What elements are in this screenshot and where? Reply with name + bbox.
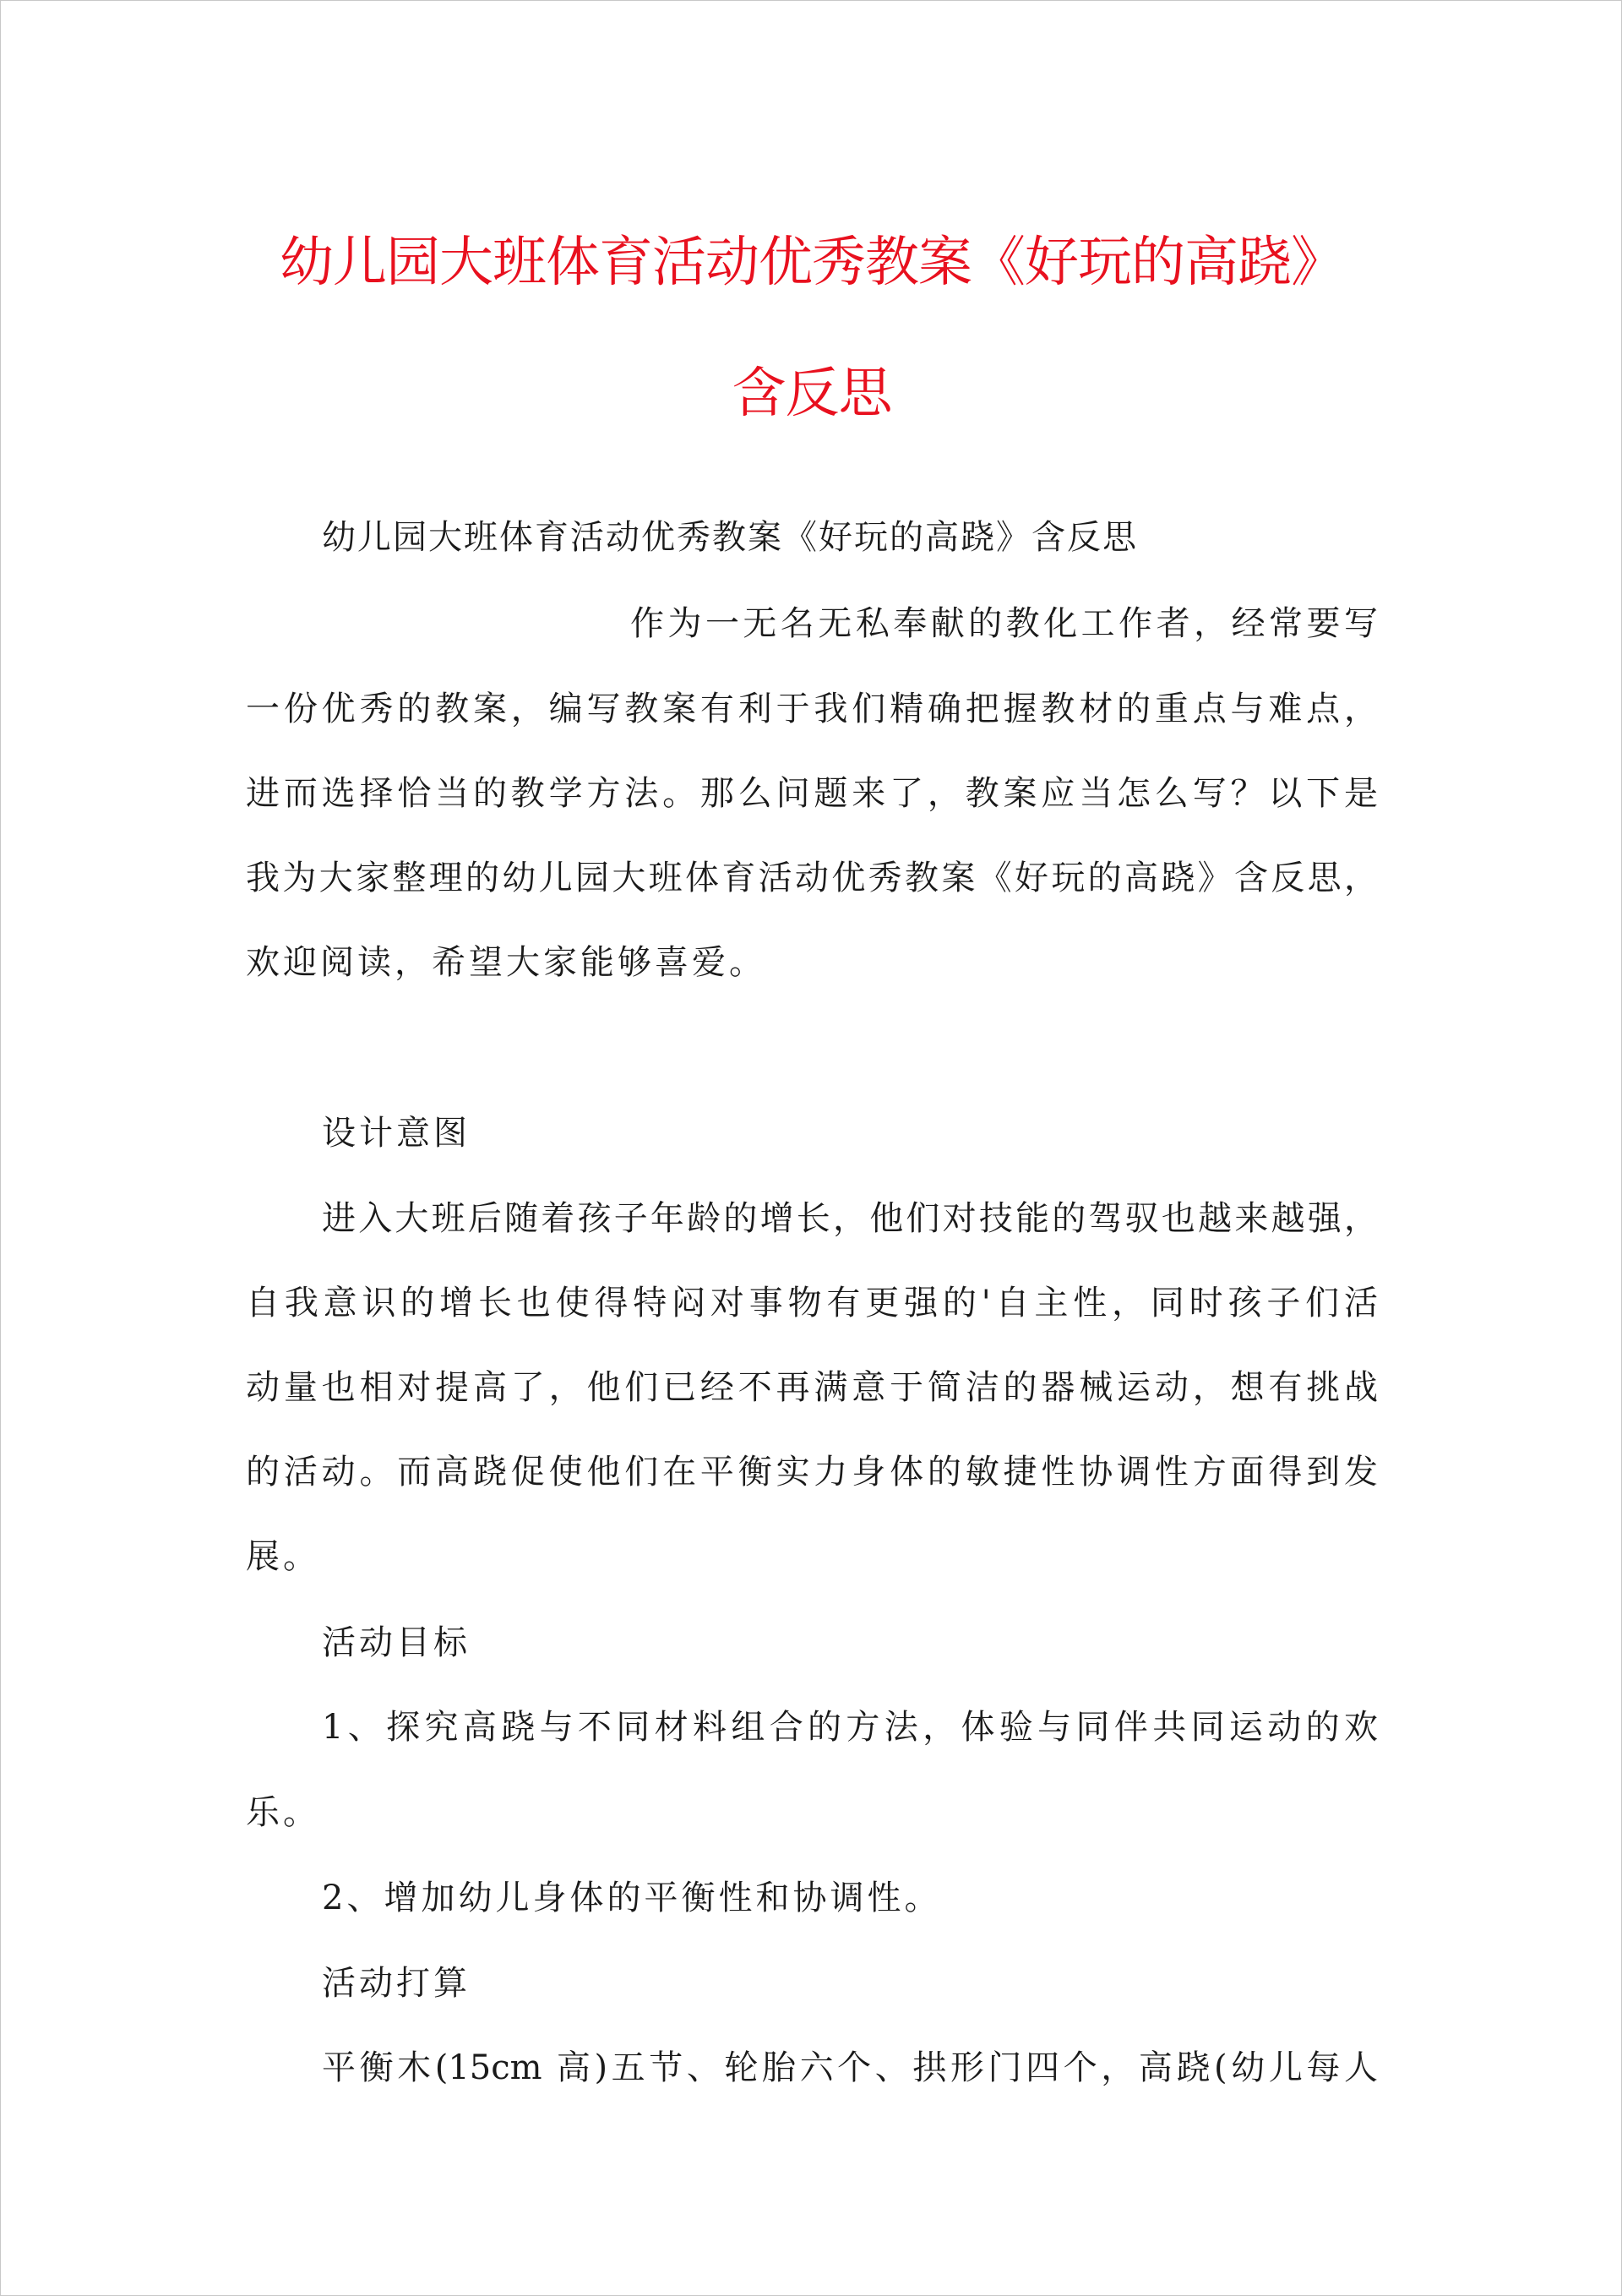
prep-heading: 活动打算	[322, 1964, 471, 2003]
design-line-3: 动量也相对提高了，他们已经不再满意于简洁的器械运动，想有挑战	[246, 1368, 1378, 1407]
intro-line-4: 我为大家整理的幼儿园大班体育活动优秀教案《好玩的高跷》含反思，	[246, 859, 1378, 897]
document-subtitle: 幼儿园大班体育活动优秀教案《好玩的高跷》含反思	[322, 518, 1138, 557]
document-title-line-1: 幼儿园大班体育活动优秀教案《好玩的高跷》	[280, 232, 1344, 294]
design-line-4: 的活动。而高跷促使他们在平衡实力身体的敏捷性协调性方面得到发	[246, 1453, 1378, 1492]
design-line-5: 展。	[246, 1537, 320, 1576]
design-line-2: 自我意识的增长也使得特闷对事物有更强的'自主性，同时孩子们活	[246, 1284, 1378, 1323]
design-line-1: 进入大班后随着孩子年龄的增长，他们对技能的驾驭也越来越强，	[322, 1199, 1378, 1238]
intro-line-5: 欢迎阅读，希望大家能够喜爱。	[246, 943, 766, 982]
design-heading: 设计意图	[322, 1114, 471, 1153]
prep-line-1: 平衡木(15cm 高)五节、轮胎六个、拱形门四个，高跷(幼儿每人	[322, 2048, 1378, 2087]
goal-1-line-2: 乐。	[246, 1793, 320, 1832]
document-title-line-2: 含反思	[732, 363, 892, 425]
goal-1-line-1: 1、探究高跷与不同材料组合的方法，体验与同伴共同运动的欢	[322, 1708, 1378, 1747]
intro-line-2: 一份优秀的教案，编写教案有利于我们精确把握教材的重点与难点，	[246, 690, 1378, 728]
intro-line-1: 作为一无名无私奉献的教化工作者，经常要写	[630, 604, 1378, 643]
goal-2: 2、增加幼儿身体的平衡性和协调性。	[322, 1879, 942, 1917]
goals-heading: 活动目标	[322, 1623, 471, 1662]
intro-line-3: 进而选择恰当的教学方法。那么问题来了，教案应当怎么写？以下是	[246, 774, 1378, 813]
